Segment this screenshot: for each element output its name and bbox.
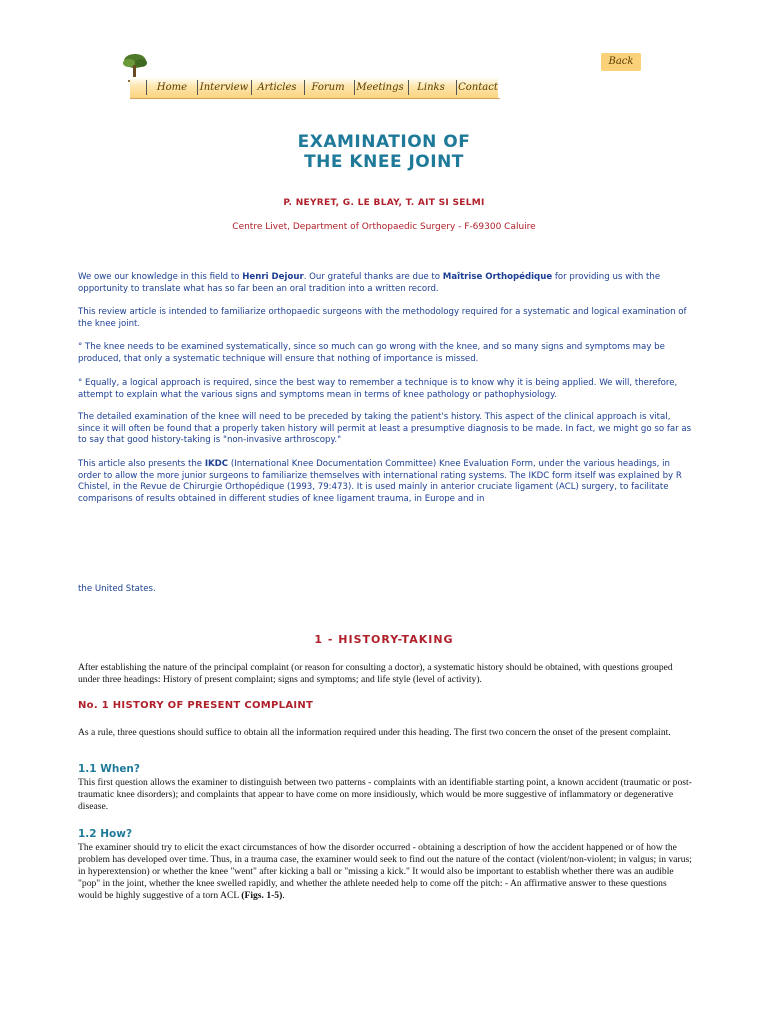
text-span: . Our grateful thanks are due to [303,272,443,282]
question-heading-how: 1.2 How? [78,828,133,840]
page-title-line1: EXAMINATION OF [297,132,471,152]
subsection-paragraph: As a rule, three questions should suffice to obtain all the information required under this heading. The first two concern the onset of the present complaint. [78,727,671,738]
bold-name: Maîtrise Orthopédique [442,272,553,282]
text-span: We owe our knowledge in this field to [78,272,243,282]
intro-paragraph-6 [78,459,692,505]
nav-separator [251,80,252,95]
nav-bar [130,77,498,99]
nav-links-link[interactable]: Links [417,82,445,93]
text-span: (International Knee Documentation Committee) Knee Evaluation Form, under the various headings, in order to allow the more junior surgeons to familiarize themselves with international rating systems. The IKDC form itself was explained by R Chistel, in the Revue de Chirurgie Orthopédique (1993, 79:473). It is used mainly in anterior cruciate ligament (ACL) surgery, to facilitate comparisons of results obtained in different studies of knee ligament trauma, in Europe and in [78,459,682,504]
authors: P. NEYRET, G. LE BLAY, T. AIT SI SELMI [283,198,485,208]
nav-separator [197,80,198,95]
nav-forum-link[interactable]: Forum [311,82,345,93]
nav-separator [408,80,409,95]
intro-paragraph-6-tail: the United States. [78,584,156,594]
text-span: . [282,890,285,901]
nav-interview-link[interactable]: Interview [199,82,249,93]
question-text-how [78,842,692,902]
intro-paragraph-5: The detailed examination of the knee will need to be preceded by taking the patient's history. This aspect of the clinical approach is vital, since it will often be found that a properly taken history will permit at least a presumptive diagnosis to be made. In fact, we might go so far as to say that good history-taking is "non-invasive arthroscopy." [78,412,692,446]
intro-paragraph-3: ° The knee needs to be examined systematically, since so much can go wrong with the knee, and so many signs and symptoms may be produced, that only a systematic technique will ensure that nothing of importance is missed. [78,342,665,364]
nav-separator [354,80,355,95]
nav-home-link[interactable]: Home [156,82,188,93]
nav-articles-link[interactable]: Articles [257,82,297,93]
nav-underline [130,98,500,99]
text-span: This article also presents the [78,459,205,469]
bold-name: Henri Dejour [242,272,304,282]
nav-contact-link[interactable]: Contact [458,82,498,93]
question-text-when: This first question allows the examiner to distinguish between two patterns - complaints with an identifiable starting point, a known accident (traumatic or post-traumatic knee disorders); and complaints that appear to have come on more insidiously, which would be more suggestive of inflammatory or degenerative disease. [78,777,692,812]
affiliation: Centre Livet, Department of Orthopaedic Surgery - F-69300 Caluire [232,222,536,232]
back-button[interactable]: Back [601,53,641,71]
nav-separator [456,80,457,95]
nav-separator [304,80,305,95]
page-title-line2: THE KNEE JOINT [304,152,464,172]
intro-paragraph-4: ° Equally, a logical approach is required, since the best way to remember a technique is to know why it is being applied. We will, therefore, attempt to explain what the various signs and symptoms mean in terms of knee pathology or pathophysiology. [78,378,678,400]
text-span: for providing us with the opportunity to translate what has so far been an oral tradition into a written record. [78,272,661,294]
section-heading: 1 - HISTORY-TAKING [314,633,454,646]
nav-meetings-link[interactable]: Meetings [356,82,404,93]
question-heading-when: 1.1 When? [78,763,141,775]
subsection-heading: No. 1 HISTORY OF PRESENT COMPLAINT [78,700,314,711]
figure-reference-link[interactable]: (Figs. 1-5) [241,890,283,901]
intro-paragraph-1 [78,272,692,295]
text-span: The examiner should try to elicit the exact circumstances of how the disorder occurred - obtaining a description of how the accident happened or of how the problem has developed over time. Thus, in a trauma case, the examiner would seek to find out the nature of the contact (violent/non-violent; in valgus; in varus; in hyperextension) or whether the knee "went" after kicking a ball or "missing a kick." It would also be important to establish whether there was an audible "pop" in the joint, whether the knee swelled rapidly, and whether the athlete needed help to come off the pitch: - An affirmative answer to these questions would be highly suggestive of a torn ACL [78,842,692,901]
nav-separator [146,80,147,95]
section-paragraph: After establishing the nature of the principal complaint (or reason for consulting a doctor), a systematic history should be obtained, with questions grouped under three headings: History of present complaint; signs and symptoms; and life style (level of activity). [78,662,673,685]
intro-paragraph-2: This review article is intended to familiarize orthopaedic surgeons with the methodology required for a systematic and logical examination of the knee joint. [78,307,687,329]
bold-acronym: IKDC [204,459,229,469]
